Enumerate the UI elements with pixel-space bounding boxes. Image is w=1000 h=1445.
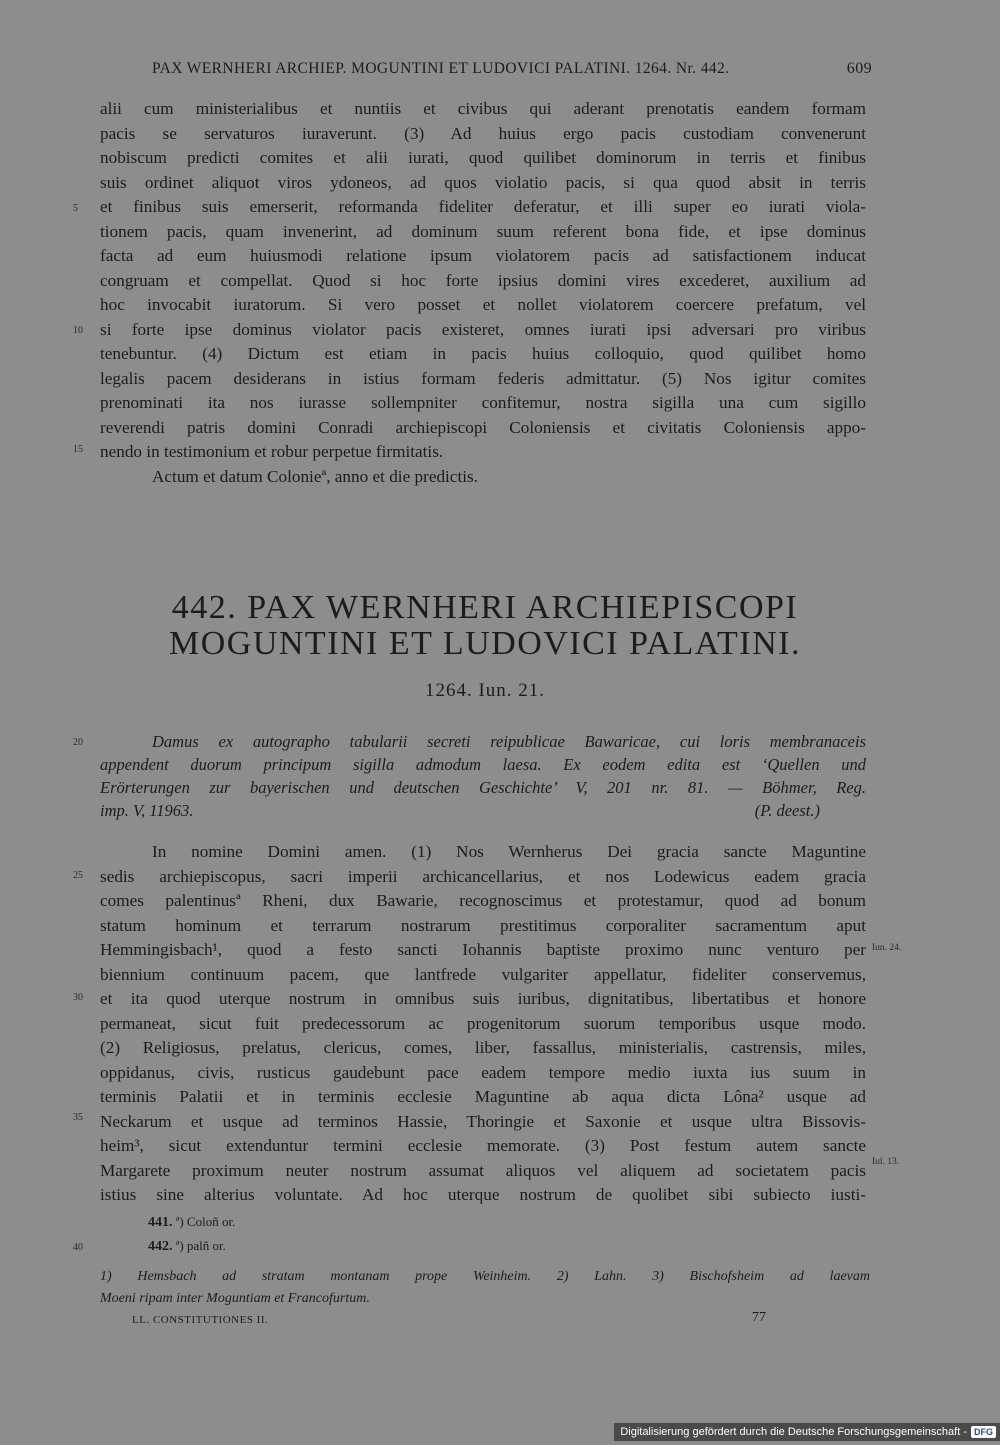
line-number: 30 — [73, 992, 83, 1003]
apparatus-note-441 — [148, 1214, 235, 1231]
line-number: 25 — [73, 870, 83, 881]
text-line: Neckarum et usque ad terminos Hassie, Thoringie et Saxonie et usque ultra Bissovis- — [100, 1111, 866, 1131]
credit-text: Digitalisierung gefördert durch die Deutsche Forschungsgemeinschaft - — [620, 1426, 967, 1438]
dfg-logo: DFG — [971, 1426, 996, 1438]
text-line: congruam et compellat. Quod si hoc forte ipsius domini vires excederet, auxilium ad — [100, 270, 866, 290]
text-line: si forte ipse dominus violator pacis existeret, omnes iurati ipsi adversari pro viribus — [100, 319, 866, 339]
line-number: 20 — [73, 737, 83, 748]
text-line: hoc invocabit iuratorum. Si vero posset et nollet violatorem coercere prefatum, vel — [100, 295, 866, 314]
text-line: Hemmingisbach¹, quod a festo sancti Iohannis baptiste proximo nunc venturo per — [100, 940, 866, 959]
intro-ref: imp. V, 11963. — [100, 801, 194, 820]
margin-date-note: Iun. 24. — [872, 943, 902, 953]
text-line: statum hominum et terrarum nostrarum prestitimus corporaliter sacramentum aput — [100, 915, 866, 935]
margin-date-note: Iul. 13. — [872, 1157, 900, 1167]
footnote-line: Moeni ripam inter Moguntiam et Francofurtum. — [100, 1291, 370, 1306]
running-title: PAX WERNHERI ARCHIEP. MOGUNTINI ET LUDOVICI PALATINI. 1264. Nr. 442. — [152, 60, 730, 77]
text-line: terminis Palatii et in terminis ecclesie Maguntine ab aqua dicta Lôna² usque ad — [100, 1087, 866, 1106]
signature-series: LL. CONSTITUTIONES II. — [132, 1314, 269, 1326]
note-text: ª) palñ or. — [175, 1238, 226, 1253]
note-number: 441. — [148, 1215, 173, 1230]
title-line-2: MOGUNTINI ET LUDOVICI PALATINI. — [168, 625, 801, 662]
intro-line: appendent duorum principum sigilla admodum laesa. Ex eodem edita est ‘Quellen und — [100, 755, 866, 774]
document-title — [40, 590, 930, 662]
text-line: et finibus suis emerserit, reformanda fideliter deferatur, et illi super eo iurati viola- — [100, 197, 866, 216]
line-number: 15 — [73, 444, 83, 455]
text-line: pacis se servaturos iuraverunt. (3) Ad huius ergo pacis custodiam convenerunt — [100, 123, 866, 143]
digitization-credit — [614, 1423, 1000, 1441]
page-number: 609 — [846, 60, 872, 77]
text-line: istius sine alterius voluntate. Ad hoc uterque nostrum de quolibet sibi subiecto iusti- — [100, 1185, 866, 1204]
intro-line: Damus ex autographo tabularii secreti reipublicae Bawaricae, cui loris membranaceis — [152, 732, 866, 751]
text-line: oppidanus, civis, rusticus gaudebunt pace eadem tempore medio iuxta ius suum in — [100, 1062, 866, 1082]
text-line: alii cum ministerialibus et nuntiis et civibus qui aderant prenotatis eandem formam — [100, 99, 866, 118]
title-line-1: 442. PAX WERNHERI ARCHIEPISCOPI — [171, 589, 799, 626]
text-line: prenominati ita nos iurasse sollempniter confitemur, nostra sigilla una cum sigillo — [100, 393, 866, 412]
text-line: facta ad eum huiusmodi relatione ipsum violatorem pacis ad satisfactionem inducat — [100, 246, 866, 265]
actum-line: Actum et datum Colonieª, anno et die predictis. — [152, 466, 478, 486]
document-date: 1264. Iun. 21. — [424, 680, 546, 701]
text-line: tenebuntur. (4) Dictum est etiam in pacis huius colloquio, quod quilibet homo — [100, 344, 866, 363]
line-number: 35 — [73, 1112, 83, 1123]
signature-folio: 77 — [752, 1310, 766, 1325]
text-line: heim³, sicut extenduntur termini ecclesie memorate. (3) Post festum autem sancte — [100, 1136, 866, 1155]
text-line: nendo in testimonium et robur perpetue firmitatis. — [100, 442, 444, 461]
text-line: (2) Religiosus, prelatus, clericus, comes, liber, fassallus, ministerialis, castrensis, miles, — [100, 1038, 866, 1057]
footnotes — [100, 1266, 870, 1310]
footnote-line: 1) Hemsbach ad stratam montanam prope Weinheim. 2) Lahn. 3) Bischofsheim ad laevam — [100, 1269, 870, 1284]
text-line: nobiscum predicti comites et alii iurati, quod quilibet dominorum in terris et finibus — [100, 148, 866, 167]
text-line: suis ordinet aliquot viros ydoneos, ad quos violatio pacis, si qua quod absit in terris — [100, 172, 866, 192]
apparatus-note-442 — [148, 1238, 226, 1255]
text-line: et ita quod uterque nostrum in omnibus suis iuribus, dignitatibus, libertatibus et honore — [100, 989, 866, 1008]
text-line: biennium continuum pacem, que lantfrede vulgariter appellatur, fideliter conservemus, — [100, 964, 866, 984]
line-number: 10 — [73, 325, 83, 336]
intro-deest: (P. deest.) — [754, 801, 820, 820]
text-line: permaneat, sicut fuit predecessorum ac progenitorum suorum temporibus usque modo. — [100, 1013, 866, 1033]
editorial-intro — [100, 730, 866, 822]
line-number: 5 — [73, 203, 78, 214]
intro-line — [100, 799, 866, 822]
text-line: In nomine Domini amen. (1) Nos Wernherus Dei gracia sancte Maguntine — [152, 842, 866, 861]
text-line: comes palentinusª Rheni, dux Bawarie, recognoscimus et protestamur, quod ad bonum — [100, 891, 866, 910]
note-text: ª) Coloñ or. — [175, 1214, 236, 1229]
text-line: Margarete proximum neuter nostrum assumat aliquos vel aliquem ad societatem pacis — [100, 1160, 866, 1180]
text-block-441 — [100, 97, 866, 489]
text-line: sedis archiepiscopus, sacri imperii archicancellarius, et nos Lodewicus eadem gracia — [100, 866, 866, 886]
text-block-442 — [100, 840, 866, 1208]
text-line: reverendi patris domini Conradi archiepiscopi Coloniensis et civitatis Coloniensis appo- — [100, 417, 866, 437]
text-line: legalis pacem desiderans in istius formam federis admittatur. (5) Nos igitur comites — [100, 368, 866, 388]
intro-line: Erörterungen zur bayerischen und deutschen Geschichte’ V, 201 nr. 81. — Böhmer, Reg. — [100, 778, 866, 797]
note-number: 442. — [148, 1239, 173, 1254]
line-number: 40 — [73, 1242, 83, 1253]
text-line: tionem pacis, quam invenerint, ad dominum suum referent bona fide, et ipse dominus — [100, 221, 866, 241]
